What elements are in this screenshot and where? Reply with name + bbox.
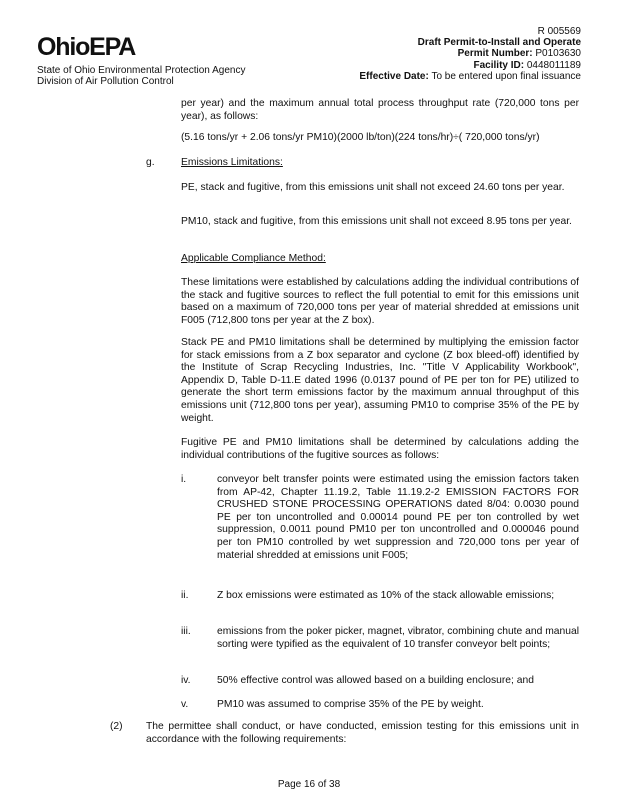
- division-name: Division of Air Pollution Control: [37, 76, 174, 87]
- permit-number-label: Permit Number:: [457, 48, 533, 60]
- permit-info-block: [359, 26, 581, 82]
- intro-paragraph: per year) and the maximum annual total process throughput rate (720,000 tons per year), as follows:: [181, 98, 579, 122]
- section-2-paragraph: The permittee shall conduct, or have conducted, emission testing for this emissions unit in accordance with the following requirements:: [146, 721, 579, 745]
- section-g-label: g.: [146, 157, 155, 168]
- facility-id-value: 0448011189: [526, 59, 581, 71]
- list-item-text: emissions from the poker picker, magnet, vibrator, combining chute and manual sorting were typified as the equivalent of 10 transfer conveyor belt points;: [217, 626, 579, 650]
- facility-id-label: Facility ID:: [473, 59, 525, 71]
- pm10-limit-paragraph: PM10, stack and fugitive, from this emissions unit shall not exceed 8.95 tons per year.: [181, 216, 572, 227]
- facility-id-line: [359, 60, 581, 71]
- pe-limit-paragraph: PE, stack and fugitive, from this emissions unit shall not exceed 24.60 tons per year.: [181, 182, 565, 193]
- agency-name: State of Ohio Environmental Protection Agency: [37, 65, 246, 76]
- section-2-label: (2): [110, 721, 123, 732]
- effective-date-line: [359, 71, 581, 82]
- compliance-paragraph-3: Fugitive PE and PM10 limitations shall be determined by calculations adding the individual contributions of the fugitive sources as follows:: [181, 437, 579, 461]
- compliance-paragraph-1: These limitations were established by calculations adding the individual contributions of the stack and fugitive sources to reflect the full potential to emit for this emissions unit based on a maximum of 720,000 tons per year of material shredded at emissions unit F005 (712,800 tons per year at the Z box).: [181, 277, 579, 326]
- item-label: iv.: [181, 675, 191, 686]
- list-item-text: 50% effective control was allowed based on a building enclosure; and: [217, 675, 534, 686]
- agency-block: [37, 65, 245, 87]
- effective-date-value: To be entered upon final issuance: [431, 70, 581, 82]
- document-title: Draft Permit-to-Install and Operate: [417, 37, 581, 49]
- list-item-text: Z box emissions were estimated as 10% of the stack allowable emissions;: [217, 590, 555, 601]
- item-label: iii.: [181, 626, 191, 637]
- emission-formula: (5.16 tons/yr + 2.06 tons/yr PM10)(2000 lb/ton)(224 tons/hr)÷( 720,000 tons/yr): [181, 132, 540, 143]
- list-item-text: conveyor belt transfer points were estimated using the emission factors taken from AP-42, Chapter 11.19.2, Table 11.19.2-2 EMISSION FACTORS FOR CRUSHED STONE PROCESSING OPERATIONS dated 8/04: 0.0030 pound PE per ton uncontrolled and 0.00014 pound PE per ton controlled by wet suppression, 0.0011 pound PM10 per ton uncontrolled and 0.000046 pound per ton PM10 controlled by wet suppression and 720,000 tons per year of material shredded at emissions unit F005;: [217, 474, 579, 561]
- emissions-limitations-heading: Emissions Limitations:: [181, 157, 283, 168]
- item-label: ii.: [181, 590, 189, 601]
- ohio-epa-logo: OhioEPA: [37, 33, 136, 61]
- compliance-method-heading: Applicable Compliance Method:: [181, 253, 326, 264]
- document-number: R 005569: [537, 26, 581, 37]
- compliance-paragraph-2: Stack PE and PM10 limitations shall be determined by multiplying the emission factor for stack emissions from a Z box separator and cyclone (Z box bleed-off) identified by the Institute of Scrap Recycling Industries, Inc. "Title V Applicability Workbook", Appendix D, Table D-11.E dated 1996 (0.0137 pound of PE per ton for PE) utilized to generate the short term emissions factor by the maximum annual throughput of this emissions unit (712,800 tons per year), assuming PM10 to comprise 35% of the PE by weight.: [181, 337, 579, 424]
- item-label: v.: [181, 699, 189, 710]
- page-number: Page 16 of 38: [277, 779, 341, 790]
- permit-number-line: [359, 48, 581, 59]
- effective-date-label: Effective Date:: [359, 70, 429, 82]
- list-item-text: PM10 was assumed to comprise 35% of the PE by weight.: [217, 699, 484, 710]
- permit-number-value: P0103630: [535, 48, 581, 60]
- item-label: i.: [181, 474, 187, 485]
